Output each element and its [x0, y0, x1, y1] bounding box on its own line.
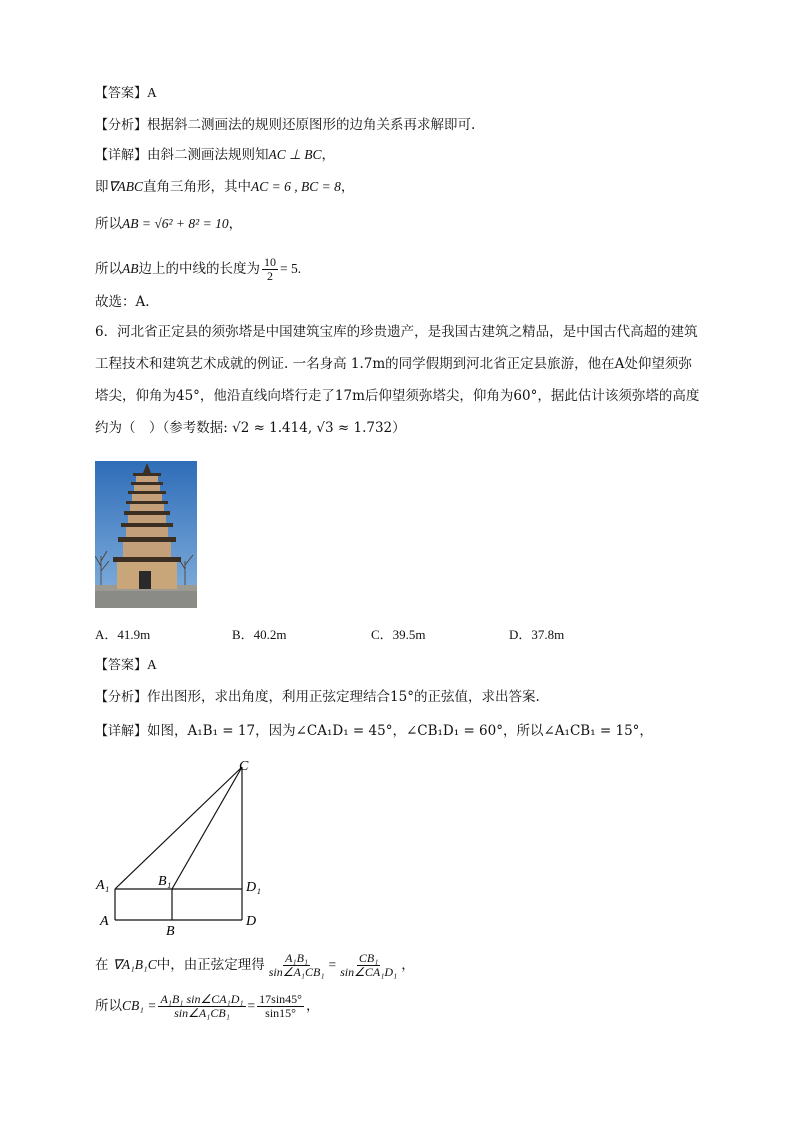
- analysis-line-2: [95, 687, 540, 708]
- fraction-3: [158, 993, 245, 1020]
- detail-tag: 【详解】: [95, 148, 148, 163]
- detail-tag: 【详解】: [95, 724, 148, 739]
- result: = 5.: [280, 261, 302, 276]
- numerator: A₁B₁ sin∠CA₁D₁: [160, 992, 244, 1006]
- detail-line-4: [95, 256, 301, 283]
- text: 即: [95, 179, 109, 195]
- text: 在: [95, 957, 109, 973]
- fraction-2: [338, 952, 399, 979]
- fraction: [262, 256, 278, 283]
- detail-text: 由斜二测画法规则知: [147, 147, 269, 163]
- answer-line-1: [95, 83, 157, 104]
- analysis-tag: 【分析】: [95, 690, 148, 705]
- answer-tag: 【答案】: [95, 86, 148, 101]
- text: 所以: [95, 998, 122, 1014]
- analysis-text: 作出图形，求出角度，利用正弦定理结合15°的正弦值，求出答案.: [147, 689, 540, 705]
- answer-value: A: [147, 85, 157, 100]
- denominator: sin∠A₁CB₁: [174, 1006, 230, 1020]
- punct: ，: [340, 179, 355, 195]
- text: 所以: [95, 216, 122, 232]
- denominator: sin∠CA₁D₁: [340, 965, 398, 979]
- option-a: A．41.9m: [95, 627, 151, 642]
- punct: ，: [228, 216, 243, 232]
- detail-line-6: [95, 952, 415, 979]
- numerator: CB₁: [358, 951, 379, 965]
- fraction-1: [267, 952, 327, 979]
- pagoda-photo: [95, 461, 197, 608]
- line-b1-c: [172, 767, 242, 889]
- detail-text: 如图，A₁B₁ = 17，因为∠CA₁D₁ = 45°，∠CB₁D₁ = 60°，所以∠A₁CB₁ = 15°，: [147, 723, 653, 739]
- denominator: sin15°: [265, 1006, 296, 1020]
- analysis-line-1: [95, 115, 475, 136]
- fraction-4: [257, 993, 304, 1020]
- text: 边上的中线的长度为: [138, 261, 260, 277]
- geometry-diagram: [90, 755, 280, 940]
- numerator: 17sin45°: [259, 992, 302, 1006]
- detail-line-1: [95, 145, 335, 166]
- label-d1: D₁: [246, 880, 261, 895]
- line-a1-c: [115, 767, 242, 889]
- text: 直角三角形，其中: [143, 179, 252, 195]
- answer-line-2: [95, 655, 157, 676]
- label-a: A: [100, 914, 109, 929]
- choice-line: [95, 292, 150, 312]
- option-c: C．39.5m: [371, 627, 426, 642]
- punct: ，: [305, 998, 320, 1014]
- numerator: A₁B₁: [285, 951, 309, 965]
- detail-line-2: [95, 177, 354, 197]
- detail-expr: AC ⊥ BC: [268, 147, 322, 162]
- answer-tag: 【答案】: [95, 658, 148, 673]
- equals: =: [247, 998, 256, 1013]
- equals: =: [328, 957, 337, 972]
- label-a1: A₁: [96, 878, 110, 893]
- analysis-tag: 【分析】: [95, 118, 148, 133]
- triangle-expr: ∇A₁B₁C: [112, 957, 157, 972]
- numerator: 10: [264, 255, 276, 269]
- lhs-expr: CB₁ =: [122, 998, 157, 1013]
- segment-expr: AB: [122, 261, 139, 276]
- punct: ，: [321, 147, 336, 163]
- option-d: D．37.8m: [509, 627, 565, 642]
- denominator: 2: [267, 269, 273, 283]
- choice-text: 故选：A.: [95, 294, 150, 310]
- detail-line-7: [95, 993, 319, 1020]
- label-d: D: [246, 914, 257, 929]
- label-c: C: [239, 759, 249, 774]
- detail-line-3: [95, 214, 242, 234]
- side-lengths-expr: AC = 6 , BC = 8: [251, 179, 341, 194]
- triangle-expr: ∇ABC: [108, 179, 144, 194]
- analysis-text: 根据斜二测画法的规则还原图形的边角关系再求解即可.: [147, 117, 476, 133]
- hypotenuse-expr: AB = √6² + 8² = 10: [122, 216, 229, 231]
- label-b1: B₁: [158, 874, 172, 889]
- detail-line-5: [95, 721, 653, 742]
- label-b: B: [166, 924, 175, 939]
- denominator: sin∠A₁CB₁: [268, 965, 325, 979]
- text: 中，由正弦定理得: [156, 957, 265, 973]
- text: 所以: [95, 261, 122, 277]
- question-6-text: 6．河北省正定县的须弥塔是中国建筑宝库的珍贵遗产，是我国古建筑之精品，是中国古代高超的建筑工程技术和建筑艺术成就的例证. 一名身高 1.7m的同学假期到河北省正定县旅游，他在A处仰望须弥塔尖，仰角为45°，他沿直线向塔行走了17m后仰望须弥塔尖，仰角为60°，据此估计该须弥塔的高度约为（ ）（参考数据: √2 ≈ 1.414, √3 ≈ 1.732）: [95, 324, 700, 436]
- answer-value: A: [147, 657, 157, 672]
- punct: ，: [401, 957, 415, 973]
- option-b: B．40.2m: [232, 627, 287, 642]
